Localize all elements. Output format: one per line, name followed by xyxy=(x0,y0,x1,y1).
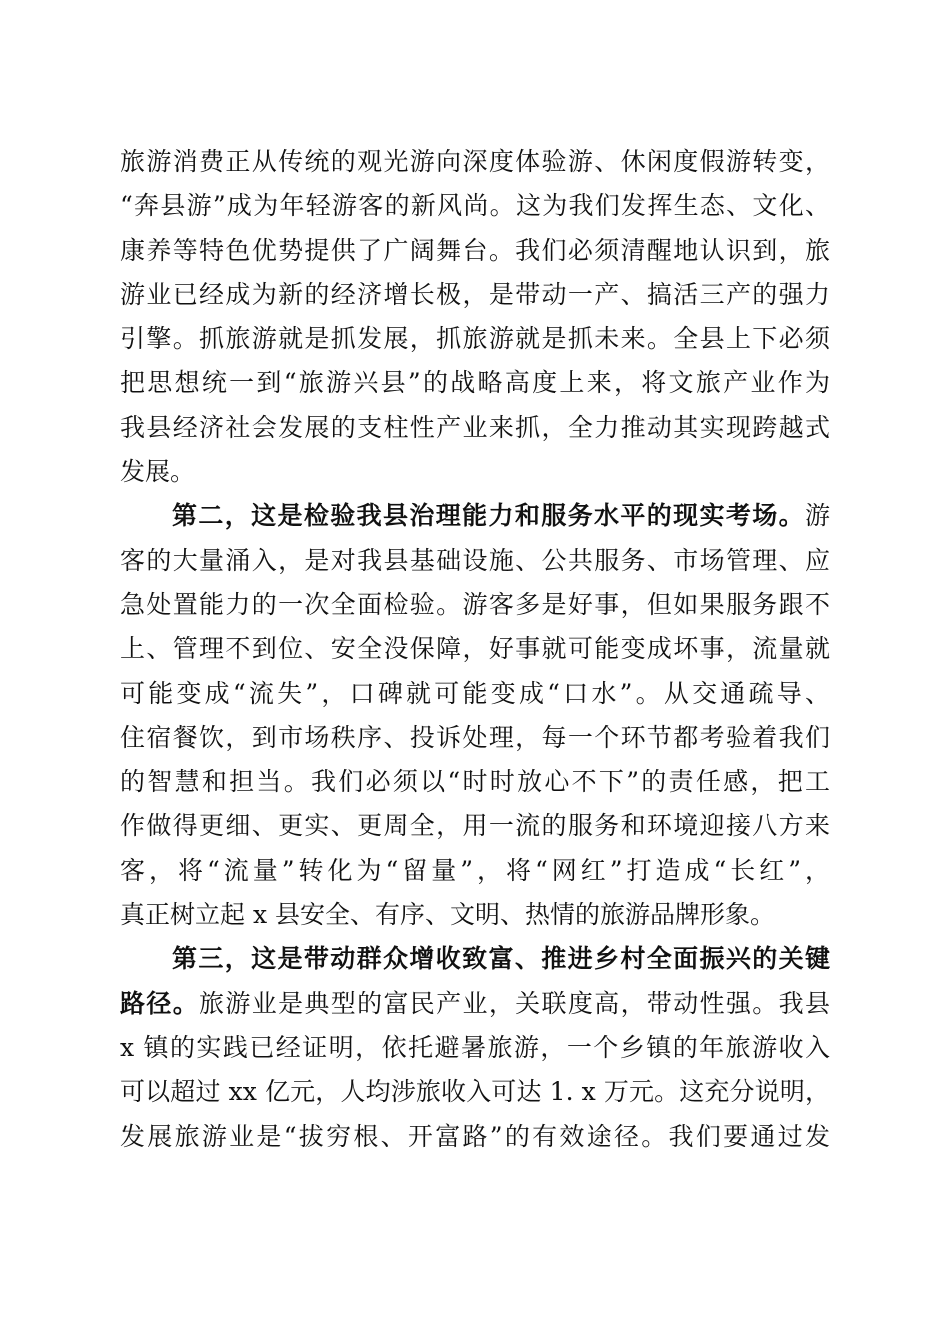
text-line: 旅游消费正从传统的观光游向深度体验游、休闲度假游转变， xyxy=(120,147,830,176)
paragraph-3-heading-line: 第三，这是带动群众增收致富、推进乡村全面振兴的关键 xyxy=(172,944,830,974)
paragraph-1 xyxy=(120,140,830,494)
text-line: 可能变成“流失”，口碑就可能变成“口水”。从交通疏导、 xyxy=(120,678,830,708)
text-line: 发展旅游业是“拔穷根、开富路”的有效途径。我们要通过发 xyxy=(120,1121,830,1151)
paragraph-3 xyxy=(120,937,830,1158)
paragraph-3-second-line xyxy=(120,982,830,1026)
paragraph-2 xyxy=(120,494,830,937)
paragraph-2-first-line-rest: 游 xyxy=(804,501,830,531)
text-line: 把思想统一到“旅游兴县”的战略高度上来，将文旅产业作为 xyxy=(120,368,830,398)
text-line: “奔县游”成为年轻游客的新风尚。这为我们发挥生态、文化、 xyxy=(120,191,830,221)
paragraph-3-heading-end: 路径。 xyxy=(120,988,200,1018)
text-line: 作做得更细、更实、更周全，用一流的服务和环境迎接八方来 xyxy=(120,811,830,841)
text-line: 可以超过 xx 亿元，人均涉旅收入可达 1. x 万元。这充分说明， xyxy=(120,1077,830,1107)
text-line: 急处置能力的一次全面检验。游客多是好事，但如果服务跟不 xyxy=(120,589,830,619)
text-line: 真正树立起 x 县安全、有序、文明、热情的旅游品牌形象。 xyxy=(120,900,775,930)
text-line: 客，将“流量”转化为“留量”，将“网红”打造成“长红”， xyxy=(120,855,830,885)
text-line: 发展。 xyxy=(120,457,196,487)
paragraph-2-heading: 第二，这是检验我县治理能力和服务水平的现实考场。 xyxy=(172,501,805,531)
text-line: 住宿餐饮，到市场秩序、投诉处理，每一个环节都考验着我们 xyxy=(120,722,830,752)
text-line: 我县经济社会发展的支柱性产业来抓，全力推动其实现跨越式 xyxy=(120,412,830,442)
text-line: 上、管理不到位、安全没保障，好事就可能变成坏事，流量就 xyxy=(120,634,830,664)
text-line: 康养等特色优势提供了广阔舞台。我们必须清醒地认识到，旅 xyxy=(120,235,830,265)
document-body xyxy=(120,140,830,1159)
text-line: 引擎。抓旅游就是抓发展，抓旅游就是抓未来。全县上下必须 xyxy=(120,324,830,354)
text-line: 的智慧和担当。我们必须以“时时放心不下”的责任感，把工 xyxy=(120,767,830,797)
paragraph-2-first-line xyxy=(120,494,830,538)
paragraph-3-second-line-rest: 旅游业是典型的富民产业，关联度高，带动性强。我县 xyxy=(199,988,830,1018)
text-line: x 镇的实践已经证明，依托避暑旅游，一个乡镇的年旅游收入 xyxy=(120,1032,830,1062)
text-line: 客的大量涌入，是对我县基础设施、公共服务、市场管理、应 xyxy=(120,545,830,575)
text-line: 游业已经成为新的经济增长极，是带动一产、搞活三产的强力 xyxy=(120,279,830,309)
